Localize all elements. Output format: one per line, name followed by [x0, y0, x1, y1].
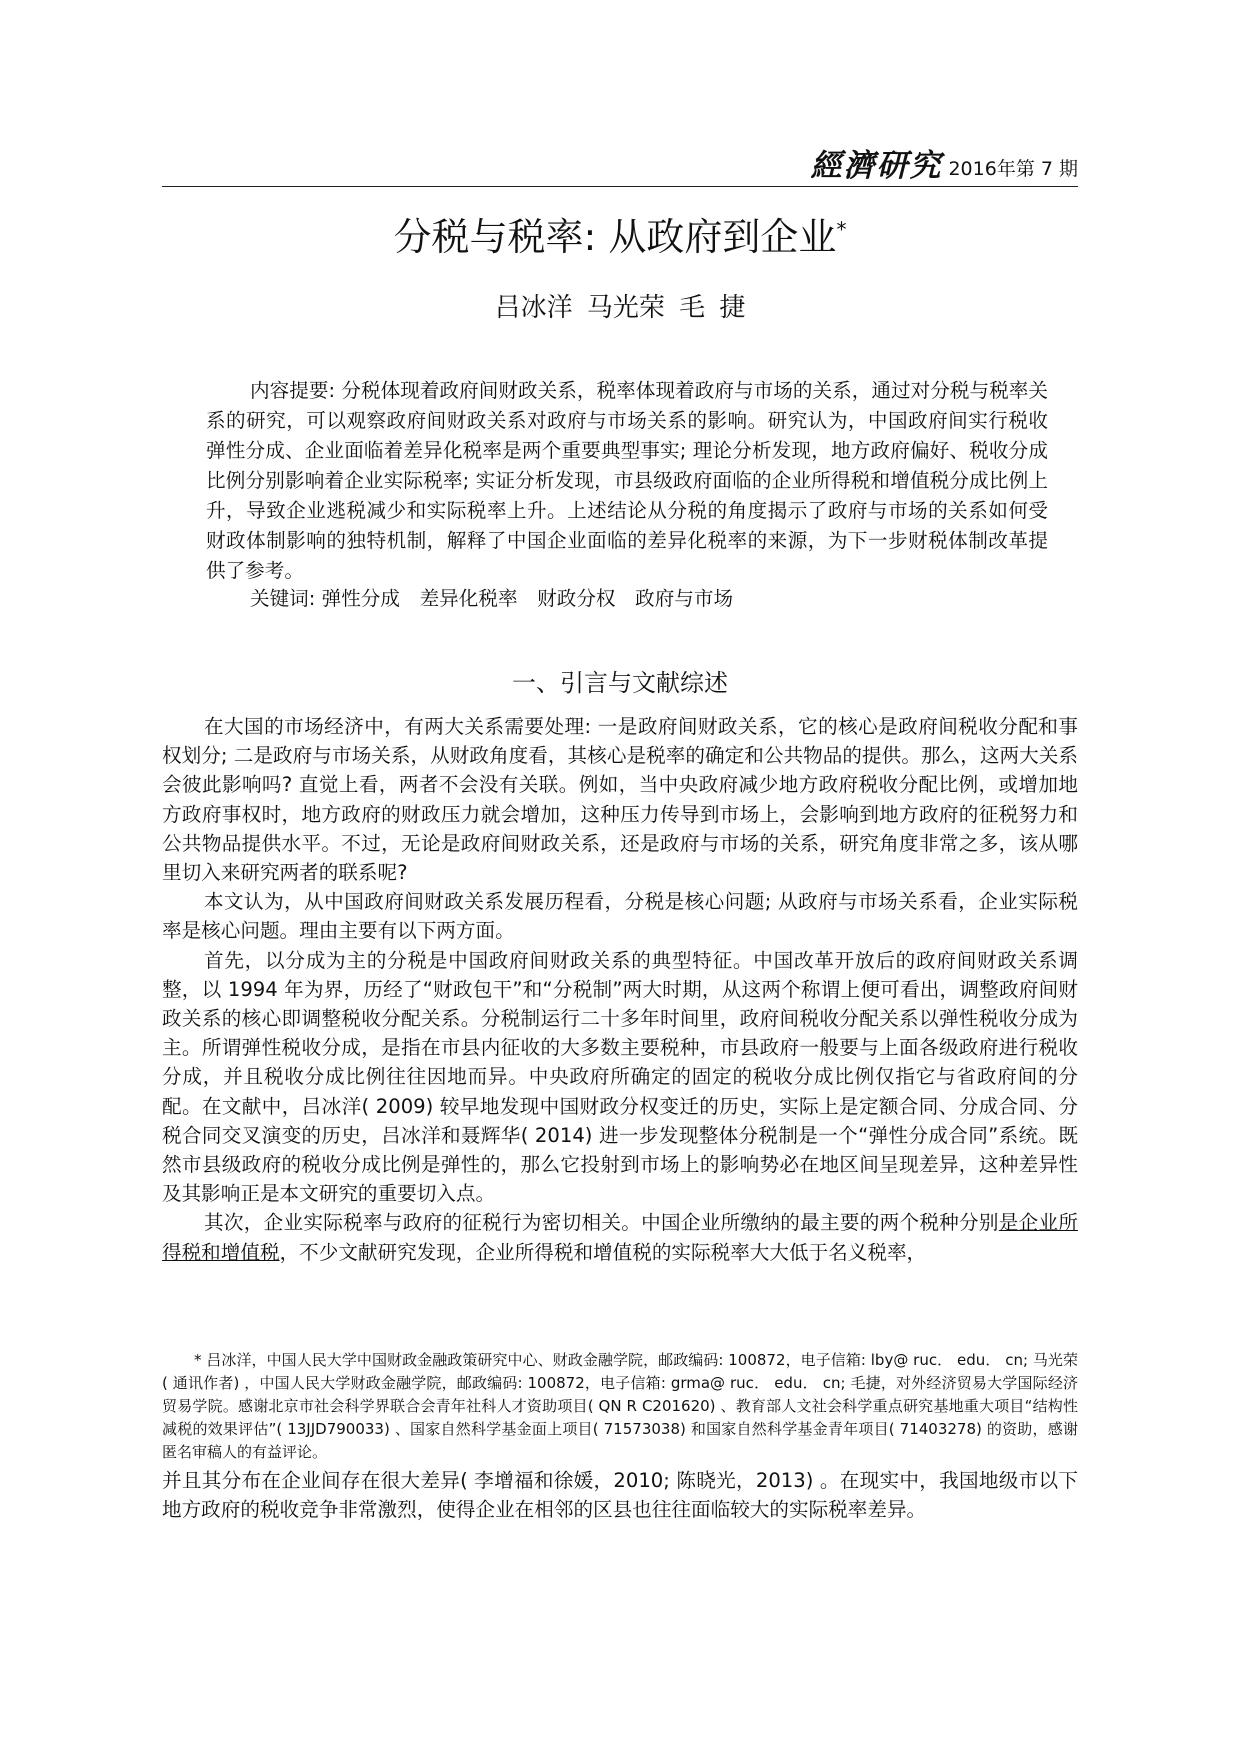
underlined-phrase: 是企业所得税和增值税 — [162, 1211, 1079, 1264]
article-title — [162, 210, 1078, 264]
footnote: * 吕冰洋，中国人民大学中国财政金融政策研究中心、财政金融学院，邮政编码: 100872，电子信箱: lby@ ruc． edu． cn; 马光荣 ( 通讯作者) ，中国人民大学财政金融学院，邮政编码: 100872，电子信箱: grma@ ruc． edu． cn; 毛捷，对外经济贸易大学国际经济贸易学院。感谢北京市社会科学界联合会青年社科人才资助项目( QN R C201620) 、教育部人文社会科学重点研究基地重大项目“结构性减税的效果评估”( 13JJD790033) 、国家自然科学基金面上项目( 71573038) 和国家自然科学基金青年项目( 71403278) 的资助，感谢匿名审稿人的有益评论。 — [162, 1351, 1078, 1461]
issue-number: 2016年第 7 期 — [948, 158, 1078, 180]
running-header — [162, 146, 1078, 184]
paragraph-4 — [162, 1208, 1078, 1266]
paragraph-1: 在大国的市场经济中，有两大关系需要处理: 一是政府间财政关系，它的核心是政府间税收分配和事权划分; 二是政府与市场关系，从财政角度看，其核心是税率的确定和公共物品的提供。那么，这两大关系会彼此影响吗? 直觉上看，两者不会没有关联。例如，当中央政府减少地方政府税收分配比例，或增加地方政府事权时，地方政府的财政压力就会增加，这种压力传导到市场上，会影响到地方政府的征税努力和公共物品提供水平。不过，无论是政府间财政关系，还是政府与市场的关系，研究角度非常之多，该从哪里切入来研究两者的联系呢? — [162, 715, 1078, 885]
journal-logo: 經濟研究 — [810, 148, 943, 184]
header-rule — [162, 186, 1078, 187]
continued-paragraph: 并且其分布在企业间存在很大差异( 李增福和徐媛，2010; 陈晓光，2013) 。在现实中，我国地级市以下地方政府的税收竞争非常激烈，使得企业在相邻的区县也往往面临较大的实际税率差异。 — [162, 1469, 1078, 1522]
abstract: 内容提要: 分税体现着政府间财政关系，税率体现着政府与市场的关系，通过对分税与税率关系的研究，可以观察政府间财政关系对政府与市场关系的影响。研究认为，中国政府间实行税收弹性分成、企业面临着差异化税率是两个重要典型事实; 理论分析发现，地方政府偏好、税收分成比例分别影响着企业实际税率; 实证分析发现，市县级政府面临的企业所得税和增值税分成比例上升，导致企业逃税减少和实际税率上升。上述结论从分税的角度揭示了政府与市场的关系如何受财政体制影响的独特机制，解释了中国企业面临的差异化税率的来源，为下一步财税体制改革提供了参考。 — [206, 379, 1048, 582]
author-list: 吕冰洋 马光荣 毛 捷 — [494, 293, 746, 323]
body-text — [162, 712, 1078, 1267]
section-heading: 一、引言与文献综述 — [512, 669, 728, 697]
keywords: 关键词: 弹性分成 差异化税率 财政分权 政府与市场 — [250, 587, 734, 610]
title-text: 分税与税率: 从政府到企业 — [393, 215, 837, 259]
paragraph-4-end: ，不少文献研究发现，企业所得税和增值税的实际税率大大低于名义税率， — [279, 1240, 927, 1264]
paragraph-3: 首先，以分成为主的分税是中国政府间财政关系的典型特征。中国改革开放后的政府间财政关系调整，以 1994 年为界，历经了“财政包干”和“分税制”两大时期，从这两个称谓上便可看出，调整政府间财政关系的核心即调整税收分配关系。分税制运行二十多年时间里，政府间税收分配关系以弹性税收分成为主。所谓弹性税收分成，是指在市县内征收的大多数主要税种，市县政府一般要与上面各级政府进行税收分成，并且税收分成比例往往因地而异。中央政府所确定的固定的税收分成比例仅指它与省政府间的分配。在文献中，吕冰洋( 2009) 较早地发现中国财政分权变迁的历史，实际上是定额合同、分成合同、分税合同交叉演变的历史，吕冰洋和聂辉华( 2014) 进一步发现整体分税制是一个“弹性分成合同”系统。既然市县级政府的税收分成比例是弹性的，那么它投射到市场上的影响势必在地区间呈现差异，这种差异性及其影响正是本文研究的重要切入点。 — [162, 948, 1078, 1206]
title-footnote-mark: * — [836, 217, 847, 242]
paragraph-2: 本文认为，从中国政府间财政关系发展历程看，分税是核心问题; 从政府与市场关系看，企业实际税率是核心问题。理由主要有以下两方面。 — [162, 890, 1078, 943]
paragraph-4-start: 其次，企业实际税率与政府的征税行为密切相关。中国企业所缴纳的最主要的两个税种分别 — [204, 1211, 999, 1235]
